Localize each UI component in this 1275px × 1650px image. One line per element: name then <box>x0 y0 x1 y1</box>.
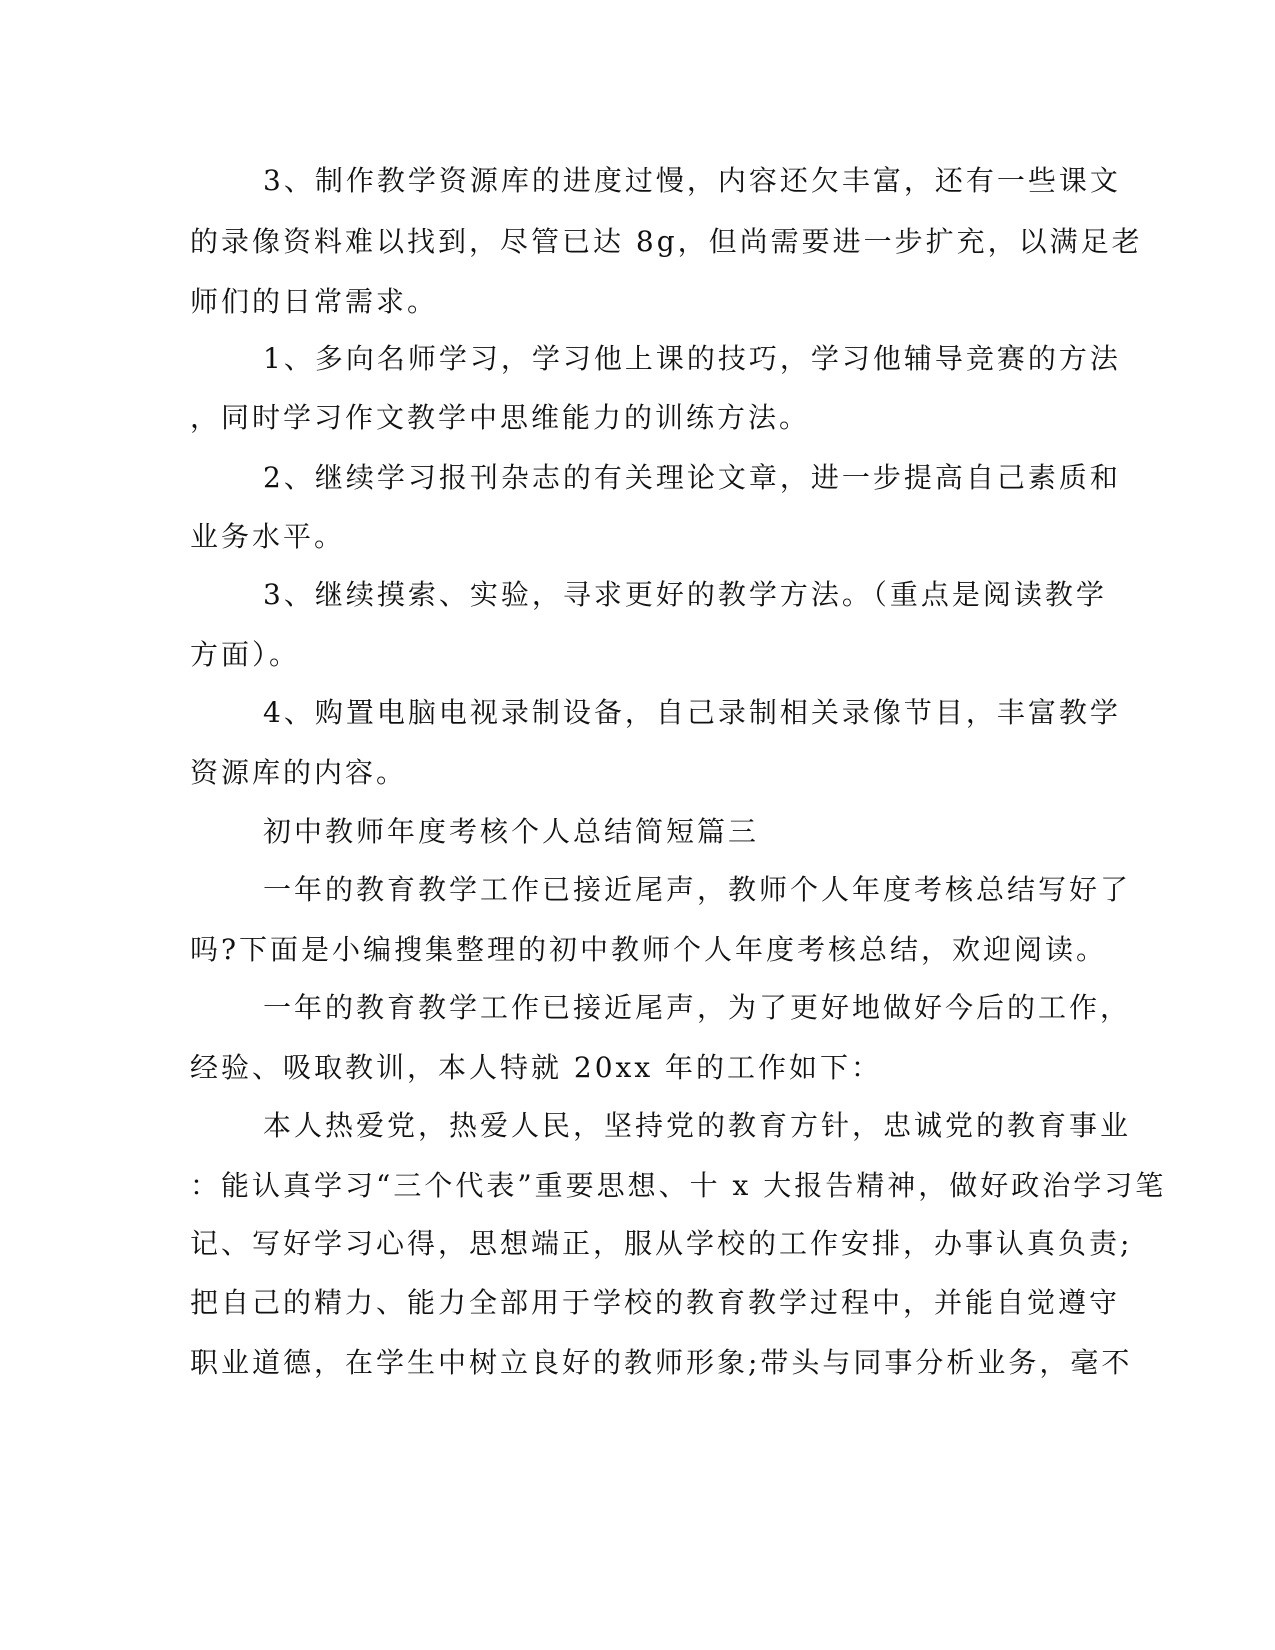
paragraph-line: 2、继续学习报刊杂志的有关理论文章，进一步提高自己素质和 <box>263 461 1121 494</box>
paragraph-line: 一年的教育教学工作已接近尾声，教师个人年度考核总结写好了 <box>263 873 1132 906</box>
paragraph-line: 一年的教育教学工作已接近尾声，为了更好地做好今后的工作， <box>263 991 1132 1024</box>
paragraph-line: 本人热爱党，热爱人民，坚持党的教育方针，忠诚党的教育事业 <box>263 1109 1132 1142</box>
paragraph-line: 4、购置电脑电视录制设备，自己录制相关录像节目，丰富教学 <box>263 696 1121 729</box>
paragraph-line: 师们的日常需求。 <box>190 285 439 318</box>
paragraph-line: 资源库的内容。 <box>190 756 408 789</box>
paragraph-line: 的录像资料难以找到，尽管已达 8g，但尚需要进一步扩充，以满足老 <box>190 225 1143 258</box>
paragraph-line: ，同时学习作文教学中思维能力的训练方法。 <box>190 401 811 434</box>
paragraph-line: 3、继续摸索、实验，寻求更好的教学方法。（重点是阅读教学 <box>263 578 1107 611</box>
paragraph-line: 记、写好学习心得，思想端正，服从学校的工作安排，办事认真负责; <box>190 1227 1133 1260</box>
paragraph-line: ：能认真学习“三个代表”重要思想、十 x 大报告精神，做好政治学习笔 <box>190 1169 1167 1202</box>
paragraph-line: 职业道德，在学生中树立良好的教师形象;带头与同事分析业务，毫不 <box>190 1346 1133 1379</box>
paragraph-line: 经验、吸取教训，本人特就 20xx 年的工作如下： <box>190 1051 883 1084</box>
paragraph-line: 1、多向名师学习，学习他上课的技巧，学习他辅导竞赛的方法 <box>263 342 1121 375</box>
paragraph-line: 把自己的精力、能力全部用于学校的教育教学过程中，并能自觉遵守 <box>190 1286 1121 1319</box>
paragraph-line: 业务水平。 <box>190 520 346 553</box>
paragraph-line: 3、制作教学资源库的进度过慢，内容还欠丰富，还有一些课文 <box>263 164 1121 197</box>
paragraph-line: 方面）。 <box>190 638 301 671</box>
section-heading: 初中教师年度考核个人总结简短篇三 <box>263 815 760 848</box>
paragraph-line: 吗?下面是小编搜集整理的初中教师个人年度考核总结，欢迎阅读。 <box>190 933 1108 966</box>
